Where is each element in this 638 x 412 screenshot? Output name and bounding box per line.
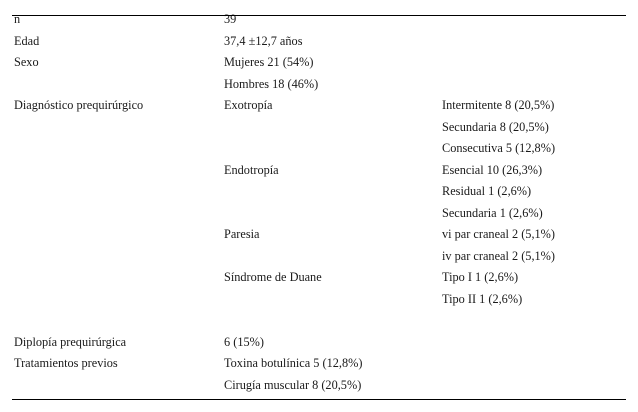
row-middle: Síndrome de Duane [224, 270, 322, 284]
row-right [442, 9, 628, 31]
table-row [12, 117, 628, 139]
row-middle [224, 246, 442, 268]
row-label: Tratamientos previos [14, 356, 118, 370]
row-right: Residual 1 (2,6%) [442, 184, 532, 198]
row-label [12, 138, 224, 160]
row-label [12, 375, 224, 397]
row-right [442, 353, 628, 375]
row-right: Intermitente 8 (20,5%) [442, 98, 555, 112]
row-middle [224, 310, 442, 332]
row-middle [224, 181, 442, 203]
row-right [442, 52, 628, 74]
row-label: Sexo [14, 55, 39, 69]
row-label [12, 267, 224, 289]
row-label [12, 117, 224, 139]
row-middle: Hombres 18 (46%) [224, 76, 319, 91]
row-right [442, 74, 628, 96]
table-top-rule [12, 15, 626, 16]
row-middle: Cirugía muscular 8 (20,5%) [224, 377, 362, 392]
row-right [442, 332, 628, 354]
row-middle: Endotropía [224, 162, 279, 177]
row-middle [224, 138, 442, 160]
row-label [12, 181, 224, 203]
table-row [12, 375, 628, 397]
row-middle: 37,4 ±12,7 años [224, 33, 303, 48]
row-middle [224, 117, 442, 139]
table-row [12, 138, 628, 160]
table-row [12, 224, 628, 246]
table-row [12, 9, 628, 31]
row-middle: Paresia [224, 227, 260, 241]
table-row [12, 181, 628, 203]
row-right: Secundaria 1 (2,6%) [442, 205, 543, 220]
row-label: n [14, 12, 21, 26]
row-label [12, 160, 224, 182]
row-right: Secundaria 8 (20,5%) [442, 119, 549, 134]
row-right [442, 31, 628, 53]
row-right: vi par craneal 2 (5,1%) [442, 227, 556, 241]
row-label [12, 310, 224, 332]
row-middle: Exotropía [224, 98, 273, 112]
row-right: Consecutiva 5 (12,8%) [442, 141, 556, 155]
table-row [12, 74, 628, 96]
table-spacer-row [12, 310, 628, 332]
row-label: Diagnóstico prequirúrgico [14, 98, 144, 112]
table-row [12, 353, 628, 375]
row-right: Esencial 10 (26,3%) [442, 162, 543, 177]
table-row [12, 160, 628, 182]
table-row [12, 289, 628, 311]
table-row [12, 246, 628, 268]
row-right [442, 375, 628, 397]
row-right: Tipo I 1 (2,6%) [442, 270, 519, 284]
table-bottom-rule [12, 399, 626, 400]
row-right [442, 310, 628, 332]
row-middle: Mujeres 21 (54%) [224, 55, 314, 69]
table-container [0, 9, 638, 412]
row-right: iv par craneal 2 (5,1%) [442, 248, 556, 263]
row-label [12, 224, 224, 246]
row-label [12, 289, 224, 311]
table-row [12, 95, 628, 117]
row-label [12, 74, 224, 96]
row-label: Edad [14, 33, 40, 48]
row-middle: 6 (15%) [224, 334, 264, 349]
row-middle: Toxina botulínica 5 (12,8%) [224, 356, 363, 370]
table-row [12, 203, 628, 225]
row-label [12, 203, 224, 225]
row-middle [224, 203, 442, 225]
row-label: Diplopía prequirúrgica [14, 334, 127, 349]
table-row [12, 267, 628, 289]
table-row [12, 31, 628, 53]
characteristics-table [12, 9, 628, 396]
row-middle [224, 289, 442, 311]
row-label [12, 246, 224, 268]
table-row [12, 332, 628, 354]
row-middle: 39 [224, 12, 237, 26]
row-right: Tipo II 1 (2,6%) [442, 291, 523, 306]
table-body [12, 9, 628, 396]
table-row [12, 52, 628, 74]
